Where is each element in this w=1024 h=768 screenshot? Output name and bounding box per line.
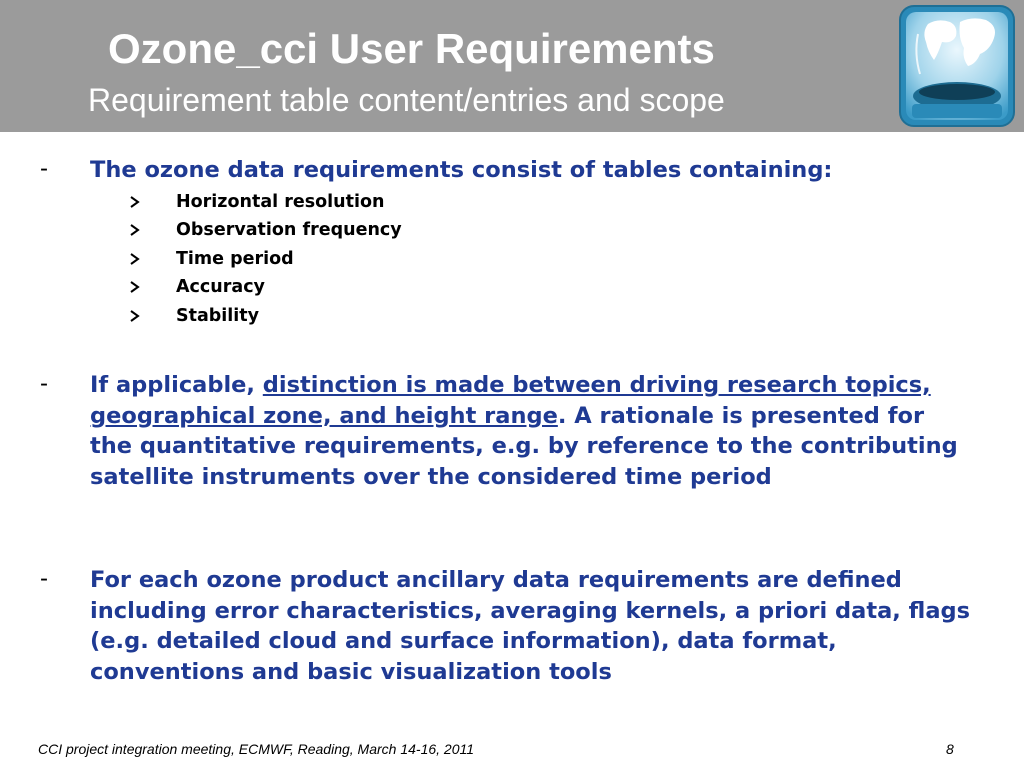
bullet-1 — [0, 155, 1000, 185]
footer-text: CCI project integration meeting, ECMWF, Reading, March 14-16, 2011 — [38, 741, 475, 757]
subitem-text: Horizontal resolution — [176, 192, 385, 212]
bullet-text-post: . A rationale is presented for the quantitative requirements, e.g. by reference to the contributing satellite instruments over the considered time period — [90, 402, 958, 490]
bullet-3 — [0, 565, 1000, 720]
bullet-2 — [0, 370, 1000, 525]
subitem — [0, 217, 600, 245]
bullet-text-pre: If applicable, — [90, 372, 263, 398]
slide-title: Ozone_cci User Requirements — [108, 25, 715, 72]
arrow-bullet-icon — [130, 253, 140, 265]
subitem — [0, 189, 600, 217]
arrow-bullet-icon — [130, 196, 140, 208]
subitem-text: Stability — [176, 306, 260, 326]
slide-header — [0, 0, 1024, 132]
subitem — [0, 246, 600, 274]
arrow-bullet-icon — [130, 224, 140, 236]
subitem — [0, 274, 600, 302]
bullet-marker: - — [40, 155, 48, 182]
subitem-text: Accuracy — [176, 277, 265, 297]
arrow-bullet-icon — [130, 281, 140, 293]
arrow-bullet-icon — [130, 310, 140, 322]
bullet-text — [90, 370, 970, 492]
globe-logo-icon — [898, 4, 1016, 128]
bullet-marker: - — [40, 565, 48, 592]
slide-subtitle: Requirement table content/entries and scope — [88, 82, 725, 118]
subitem — [0, 303, 600, 331]
bullet-text: The ozone data requirements consist of tables containing: — [90, 157, 833, 183]
bullet-marker: - — [40, 370, 48, 397]
subitem-text: Observation frequency — [176, 220, 402, 240]
page-number: 8 — [946, 741, 954, 757]
subitem-text: Time period — [176, 249, 294, 269]
bullet-text: For each ozone product ancillary data requirements are defined including error characteristics, averaging kernels, a priori data, flags (e.g. detailed cloud and surface information), data format, conventions and basic visualization tools — [90, 567, 971, 685]
underlined-text: distinction is made between driving research topics, geographical zone, and height range — [90, 372, 931, 429]
